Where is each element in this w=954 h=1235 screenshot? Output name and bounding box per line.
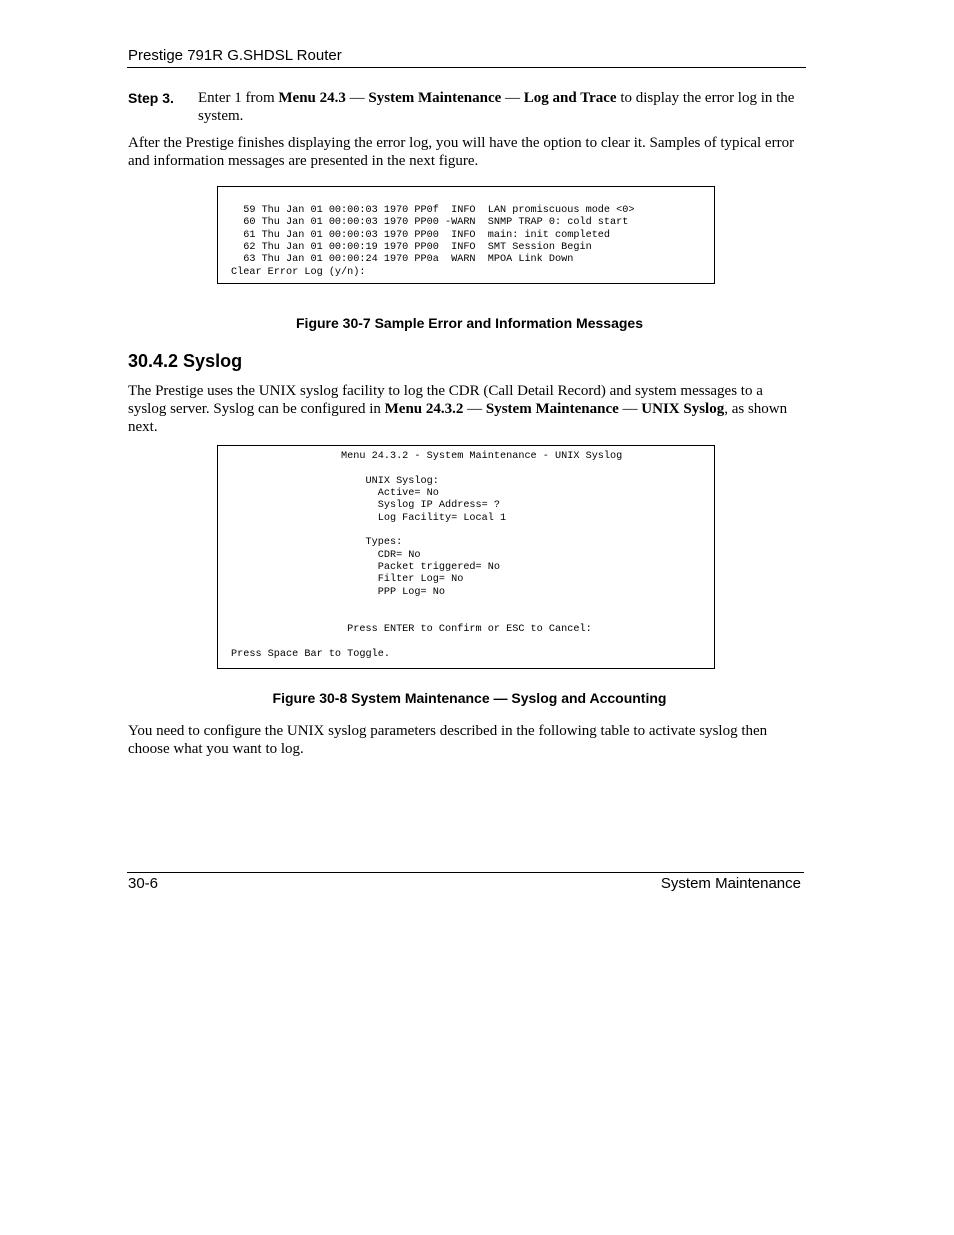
syslog-text-post: , as shown next.: [128, 401, 788, 435]
page-number: 30-6: [128, 875, 159, 892]
syslog-dash: —: [618, 401, 642, 417]
footer-chapter-title: System Maintenance: [660, 875, 801, 892]
running-header-title: Prestige 791R G.SHDSL Router: [128, 47, 342, 64]
step-log-and-trace: Log and Trace: [523, 90, 617, 106]
paragraph-syslog: [128, 382, 803, 436]
step-dash: —: [501, 90, 524, 106]
step-text-pre: Enter 1 from: [198, 90, 279, 106]
syslog-menu-text: Menu 24.3.2 - System Maintenance - UNIX Syslog UNIX Syslog: Active= No Syslog IP Address= ? Log Facility= Local 1 Types: CDR= No Packet triggered= No Filter Log= No PPP Log= No Press ENTER to Confirm or ESC to Cancel: Press Space Bar to Toggle.: [231, 451, 623, 660]
syslog-unix-syslog: UNIX Syslog: [641, 401, 725, 417]
syslog-dash: —: [463, 401, 486, 417]
step-menu-ref: Menu 24.3: [278, 90, 346, 106]
step-label: Step 3.: [128, 90, 174, 106]
syslog-text-pre: The Prestige uses the UNIX syslog facility to log the CDR (Call Detail Record) and system messages to a syslog server. Syslog can be configured in: [128, 383, 763, 417]
figure-30-8-caption: Figure 30-8 System Maintenance — Syslog and Accounting: [272, 690, 667, 706]
syslog-menu-ref: Menu 24.3.2: [384, 401, 464, 417]
step-system-maintenance: System Maintenance: [368, 90, 502, 106]
step-text-post: to display the error log in the system.: [198, 90, 795, 124]
step-dash: —: [345, 90, 369, 106]
header-rule: [127, 67, 806, 68]
syslog-menu-screen: [217, 445, 715, 669]
paragraph-configure: You need to configure the UNIX syslog parameters described in the following table to activate syslog then choose what you want to log.: [128, 723, 768, 757]
paragraph-error-log: After the Prestige finishes displaying the error log, you will have the option to clear it. Samples of typical error and information messages are presented in the next figure.: [128, 135, 795, 169]
error-log-screen: [217, 186, 715, 284]
section-heading: 30.4.2 Syslog: [128, 351, 243, 371]
error-log-text: 59 Thu Jan 01 00:00:03 1970 PP0f INFO LAN promiscuous mode <0> 60 Thu Jan 01 00:00:03 1970 PP00 -WARN SNMP TRAP 0: cold start 61 Thu Jan 01 00:00:03 1970 PP00 INFO main: init completed 62 Thu Jan 01 00:00:19 1970 PP00 INFO SMT Session Begin 63 Thu Jan 01 00:00:24 1970 PP0a WARN MPOA Link Down Clear Error Log (y/n):: [231, 205, 635, 278]
step-3-text: [198, 89, 803, 125]
footer-rule: [127, 872, 804, 873]
syslog-system-maintenance: System Maintenance: [485, 401, 619, 417]
figure-30-7-caption: Figure 30-7 Sample Error and Information Messages: [296, 315, 643, 331]
